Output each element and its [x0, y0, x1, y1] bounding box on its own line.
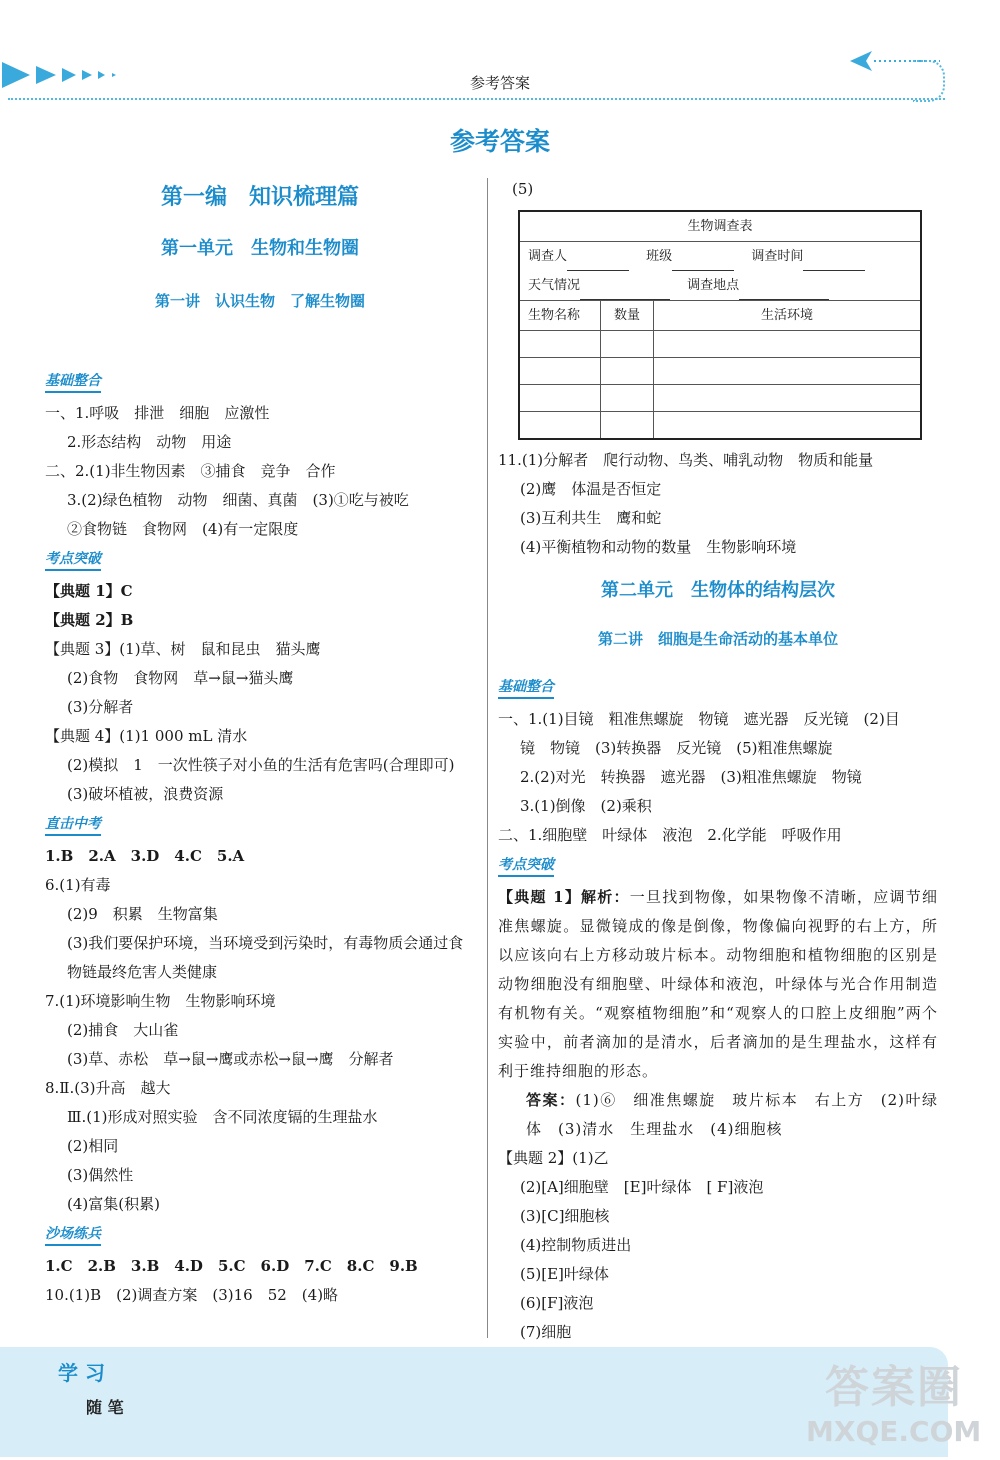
table-header: 数量 [601, 301, 654, 331]
answer-line: 2.形态结构 动物 用途 [67, 433, 232, 451]
answer-line: 7.(1)环境影响生物 生物影响环境 [45, 992, 276, 1010]
answer-line: 1.B 2.A 3.D 4.C 5.A [45, 847, 245, 865]
answer-line: (3)分解者 [67, 698, 134, 716]
section-heading: 基础整合 [45, 371, 101, 393]
explanation-text: 一旦找到物像，如果物像不清晰，应调节细准焦螺旋。显微镜成的像是倒像，物像偏向视野的右上方，所以应该向右上方移动玻片标本。动物细胞和植物细胞的区别是动物细胞没有细胞壁、叶绿体和液泡，叶绿体与光合作用制造有机物有关。“观察植物细胞”和“观察人的口腔上皮细胞”两个实验中，前者滴加的是清水，后者滴加的是生理盐水，这样有利于维持细胞的形态。 [498, 888, 938, 1080]
answer-line: (6)[F]液泡 [520, 1294, 594, 1312]
answer-line: (3)偶然性 [67, 1166, 134, 1184]
section-heading: 直击中考 [45, 814, 101, 836]
answer-line: 二、2.(1)非生物因素 ③捕食 竞争 合作 [45, 462, 336, 480]
answer-line: (4)平衡植物和动物的数量 生物影响环境 [520, 538, 797, 556]
right-column [498, 175, 938, 1347]
part-title: 第一编 知识梳理篇 [160, 185, 359, 210]
answer-line: (2)相同 [67, 1137, 119, 1155]
answer-line: (4)富集(积累) [67, 1195, 160, 1213]
answer-line: 2.(2)对光 转换器 遮光器 (3)粗准焦螺旋 物镜 [520, 768, 862, 786]
explanation-paragraph [498, 883, 938, 1086]
page-header [0, 0, 1000, 110]
table-row [519, 412, 921, 440]
answer-line: 1.C 2.B 3.B 4.D 5.C 6.D 7.C 8.C 9.B [45, 1257, 418, 1275]
answer-line: (3)我们要保护环境，当环境受到污染时，有毒物质会通过食 [67, 934, 464, 952]
answer-line: 一、1.(1)目镜 粗准焦螺旋 物镜 遮光器 反光镜 (2)目 [498, 710, 900, 728]
section-heading: 考点突破 [498, 855, 554, 877]
header-title: 参考答案 [469, 74, 530, 92]
answer-line: (4)控制物质进出 [520, 1236, 632, 1254]
table-header: 生活环境 [654, 301, 922, 331]
table-caption: 生物调查表 [519, 211, 921, 242]
answer-line: (3)[C]细胞核 [520, 1207, 610, 1225]
answer-line: (2)食物 食物网 草→鼠→猫头鹰 [67, 669, 294, 687]
watermark-url: MXQE.COM [806, 1415, 982, 1448]
survey-table [518, 210, 922, 440]
lecture-title: 第二讲 细胞是生命活动的基本单位 [597, 630, 838, 648]
answer-line: 11.(1)分解者 爬行动物、鸟类、哺乳动物 物质和能量 [498, 451, 874, 469]
table-row [519, 358, 921, 385]
answer-line: (2)9 积累 生物富集 [67, 905, 218, 923]
answer-line: 【典题 2】(1)乙 [498, 1149, 609, 1167]
field-label: 天气情况 [528, 278, 581, 293]
answer-line: (7)细胞 [520, 1323, 572, 1341]
answer-line: 6.(1)有毒 [45, 876, 111, 894]
answer-line: (3)草、赤松 草→鼠→鹰或赤松→鼠→鹰 分解者 [67, 1050, 394, 1068]
answer-text: (1)⑥ 细准焦螺旋 玻片标本 右上方 (2)叶绿体 (3)清水 生理盐水 (4)细胞核 [526, 1091, 938, 1138]
answer-line: (2)捕食 大山雀 [67, 1021, 179, 1039]
answer-line: 3.(2)绿色植物 动物 细菌、真菌 (3)①吃与被吃 [67, 491, 409, 509]
field-label: 调查人 [528, 249, 568, 264]
left-column [45, 175, 475, 1310]
answer-line: 一、1.呼吸 排泄 细胞 应激性 [45, 404, 270, 422]
field-label: 调查时间 [751, 249, 804, 264]
answer-line: 8.Ⅱ.(3)升高 越大 [45, 1079, 171, 1097]
answer-line: (3)互利共生 鹰和蛇 [520, 509, 662, 527]
table-row [519, 242, 921, 272]
unit-title: 第二单元 生物体的结构层次 [601, 580, 835, 601]
answer-label: 答案： [526, 1091, 576, 1109]
answer-line: ②食物链 食物网 (4)有一定限度 [67, 520, 299, 538]
table-row [519, 385, 921, 412]
header-divider [8, 98, 945, 100]
watermark: 答案圈 [825, 1362, 963, 1413]
lecture-title: 第一讲 认识生物 了解生物圈 [154, 292, 365, 310]
table-row [519, 271, 921, 301]
section-heading: 沙场练兵 [45, 1224, 101, 1246]
page-title: 参考答案 [449, 127, 550, 156]
answer-line: (2)模拟 1 一次性筷子对小鱼的生活有危害吗(合理即可) [67, 756, 455, 774]
table-row [519, 331, 921, 358]
answer-line: 【典题 1】C [45, 582, 133, 600]
answer-line: Ⅲ.(1)形成对照实验 含不同浓度镉的生理盐水 [67, 1108, 378, 1126]
footer-logo: 学 习 [58, 1361, 105, 1385]
answer-line: 镜 物镜 (3)转换器 反光镜 (5)粗准焦螺旋 [520, 739, 833, 757]
field-label: 调查地点 [687, 278, 740, 293]
footer-logo-sub: 随 笔 [86, 1398, 124, 1417]
column-divider [487, 178, 488, 1338]
table-header-row [519, 301, 921, 331]
answer-line: 3.(1)倒像 (2)乘积 [520, 797, 652, 815]
answer-line: 【典题 4】(1)1 000 mL 清水 [45, 727, 248, 745]
section-heading: 基础整合 [498, 677, 554, 699]
answer-line: 10.(1)B (2)调查方案 (3)16 52 (4)略 [45, 1286, 339, 1304]
page-footer [0, 1345, 1000, 1460]
answer-line: (3)破坏植被，浪费资源 [67, 785, 224, 803]
answer-line: (5)[E]叶绿体 [520, 1265, 609, 1283]
answer-line: 【典题 3】(1)草、树 鼠和昆虫 猫头鹰 [45, 640, 321, 658]
answer-line: 二、1.细胞壁 叶绿体 液泡 2.化学能 呼吸作用 [498, 826, 842, 844]
field-label: 班级 [646, 249, 673, 264]
answer-line: 物链最终危害人类健康 [67, 963, 218, 981]
answer-line: 【典题 2】B [45, 611, 134, 629]
section-heading: 考点突破 [45, 549, 101, 571]
answer-line: (2)鹰 体温是否恒定 [520, 480, 662, 498]
question-label: 【典题 1】解析： [498, 888, 630, 906]
unit-title: 第一单元 生物和生物圈 [161, 238, 359, 259]
answer-paragraph [498, 1086, 938, 1144]
answer-line: (2)[A]细胞壁 [E]叶绿体 [ F]液泡 [520, 1178, 764, 1196]
table-header: 生物名称 [519, 301, 601, 331]
answer-line: (5) [512, 180, 534, 198]
